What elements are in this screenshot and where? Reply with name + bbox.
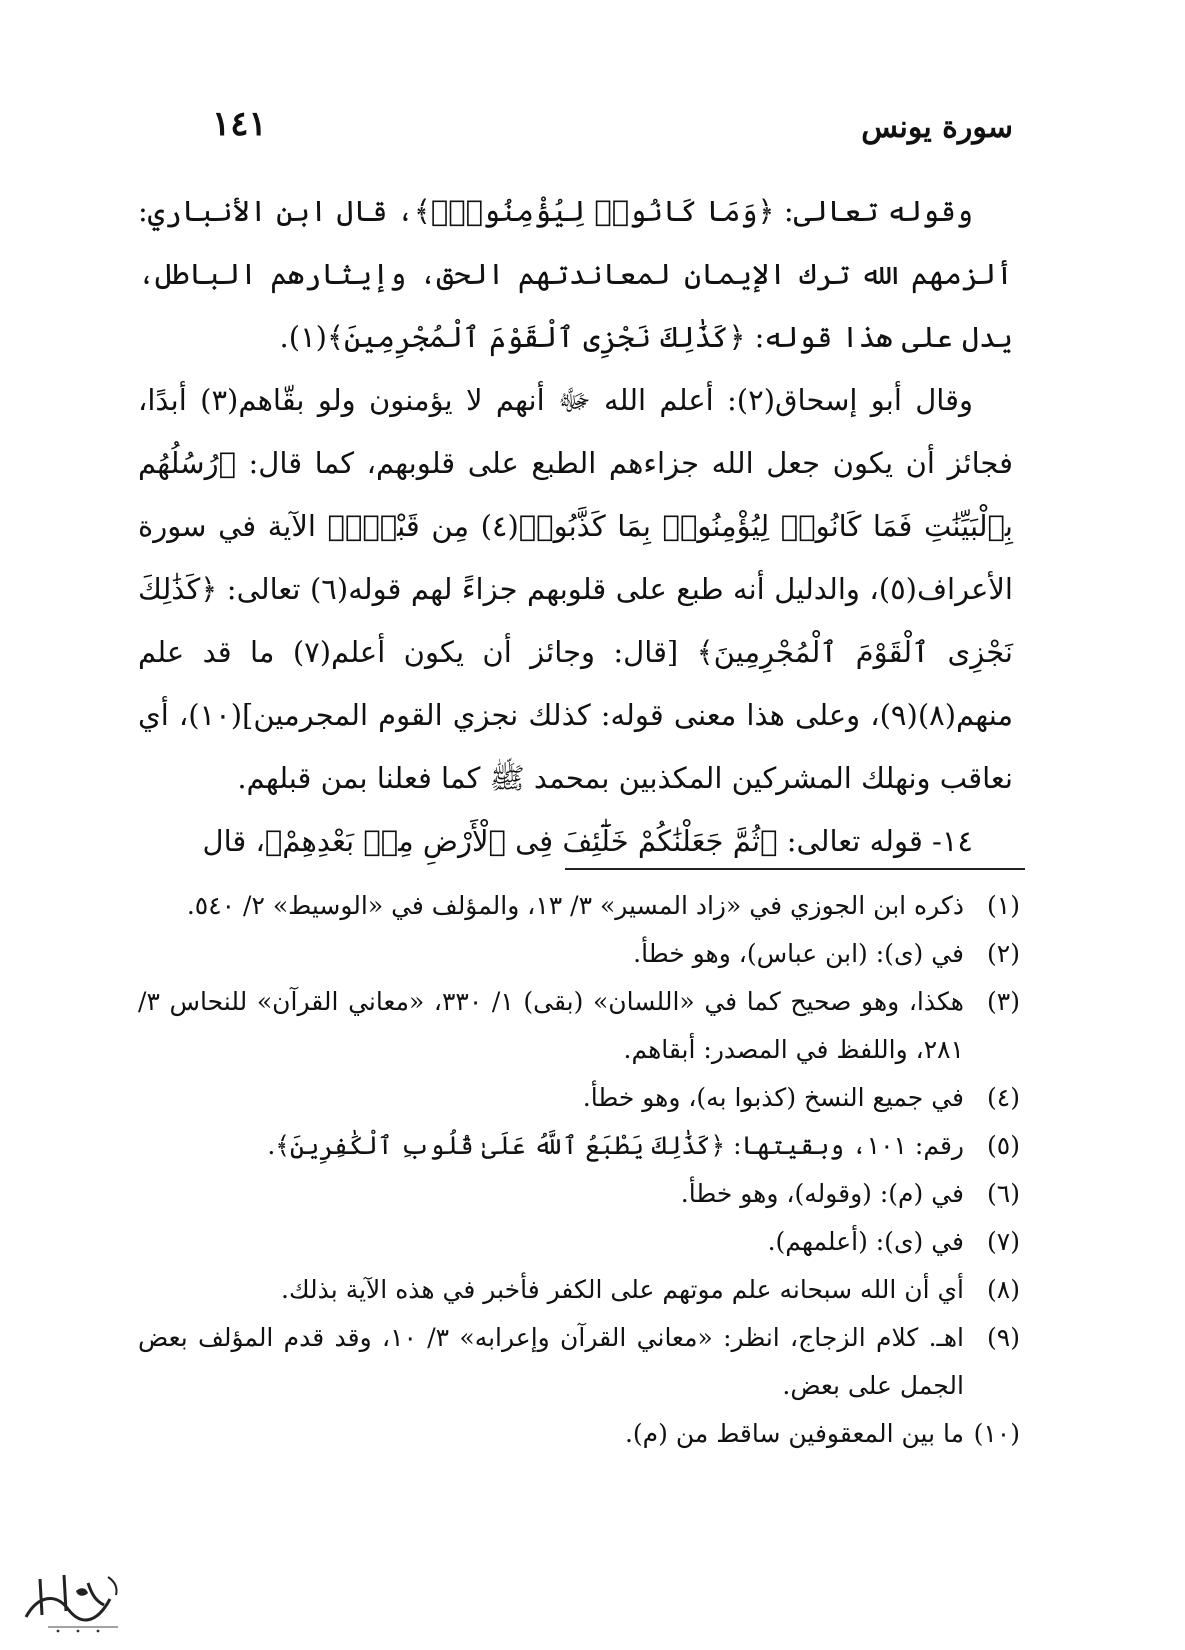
- main-text: [138, 180, 1013, 873]
- footnote-text: أي أن الله سبحانه علم موتهم على الكفر فأخبر في هذه الآية بذلك.: [281, 1275, 964, 1304]
- footnote: [138, 1218, 1020, 1266]
- footnote-number: (٦): [987, 1179, 1020, 1208]
- footnote-text: هكذا، وهو صحيح كما في «اللسان» (بقى) ١/ ٣٣٠، «معاني القرآن» للنحاس ٣/ ٢٨١، واللفظ في المصدر: أبقاهم.: [138, 987, 964, 1064]
- footnote-number: (٤): [987, 1083, 1020, 1112]
- calligraphy-stamp-logo: [18, 1565, 133, 1635]
- footnote: [138, 1074, 1020, 1122]
- paragraph: وقال أبو إسحاق(٢): أعلم الله ﷻ أنهم لا يؤمنون ولو بقّاهم(٣) أبدًا، فجائز أن يكون جعل الله جزاءهم الطبع على قلوبهم، كما قال: ﴿رُسُلُهُم بِٱلْبَيِّنَٰتِ فَمَا كَانُوا۟ لِيُؤْمِنُوا۟ بِمَا كَذَّبُوا۟(٤) مِن قَبْلُۚ﴾ الآية في سورة الأعراف(٥)، والدليل أنه طبع على قلوبهم جزاءً لهم قوله(٦) تعالى: ﴿كَذَٰلِكَ نَجْزِى ٱلْقَوْمَ ٱلْمُجْرِمِينَ﴾ [قال: وجائز أن يكون أعلم(٧) ما قد علم منهم(٨)(٩)، وعلى هذا معنى قوله: كذلك نجزي القوم المجرمين](١٠)، أي نعاقب ونهلك المشركين المكذبين بمحمد ﷺ كما فعلنا بمن قبلهم.: [138, 383, 1013, 795]
- footnote-text: اهـ. كلام الزجاج، انظر: «معاني القرآن وإعرابه» ٣/ ١٠، وقد قدم المؤلف بعض الجمل على بعض.: [138, 1323, 964, 1400]
- page-number: ١٤١: [212, 104, 267, 144]
- footnote-text: ذكره ابن الجوزي في «زاد المسير» ٣/ ١٣، والمؤلف في «الوسيط» ٢/ ٥٤٠.: [186, 891, 964, 920]
- footnote-text: في (م): (وقوله)، وهو خطأ.: [680, 1179, 964, 1208]
- paragraph: ١٤- قوله تعالى: ﴿ثُمَّ جَعَلْنَٰكُمْ خَلَٰٓئِفَ فِى ٱلْأَرْضِ مِنۢ بَعْدِهِمْ﴾، قال: [202, 824, 973, 858]
- paragraph: وقوله تعالى: ﴿وَمَا كَانُوا۟ لِيُؤْمِنُوا۟ۚ﴾، قال ابن الأنباري: ألزمهم الله ترك الإيمان لمعاندتهم الحق، وإيثارهم الباطل، يدل على هذا قوله: ﴿كَذَٰلِكَ نَجْزِى ٱلْقَوْمَ ٱلْمُجْرِمِينَ﴾(١).: [138, 194, 1013, 354]
- footnote: [138, 930, 1020, 978]
- footnote-text: في (ى): (ابن عباس)، وهو خطأ.: [633, 939, 964, 968]
- footnote-separator: [565, 868, 1025, 870]
- footnote-number: (٢): [987, 939, 1020, 968]
- footnote-text: في (ى): (أعلمهم).: [767, 1227, 964, 1256]
- footnote: [138, 978, 1020, 1074]
- footnote-text: ما بين المعقوفين ساقط من (م).: [624, 1419, 964, 1448]
- footnote: [138, 1170, 1020, 1218]
- footnote-number: (٧): [987, 1227, 1020, 1256]
- footnote: [138, 1122, 1020, 1170]
- footnote-number: (٩): [987, 1323, 1020, 1352]
- footnote-number: (٨): [987, 1275, 1020, 1304]
- footnote-number: (٥): [987, 1131, 1020, 1160]
- running-header-title: سورة يونس: [861, 110, 1013, 145]
- footnote: [138, 1266, 1020, 1314]
- footnote-number: (١): [987, 891, 1020, 920]
- footnote: [138, 882, 1020, 930]
- footnote: [138, 1314, 1020, 1410]
- footnote-text: في جميع النسخ (كذبوا به)، وهو خطأ.: [582, 1083, 964, 1112]
- footnote-number: (٣): [987, 987, 1020, 1016]
- footnote-number: (١٠): [973, 1419, 1020, 1448]
- footnote-text: رقم: ١٠١، وبقيتها: ﴿كَذَٰلِكَ يَطْبَعُ ٱللَّهُ عَلَىٰ قُلُوبِ ٱلْكَٰفِرِينَ﴾.: [267, 1131, 964, 1160]
- footnotes-list: [138, 882, 1020, 1458]
- footnote: [138, 1410, 1020, 1458]
